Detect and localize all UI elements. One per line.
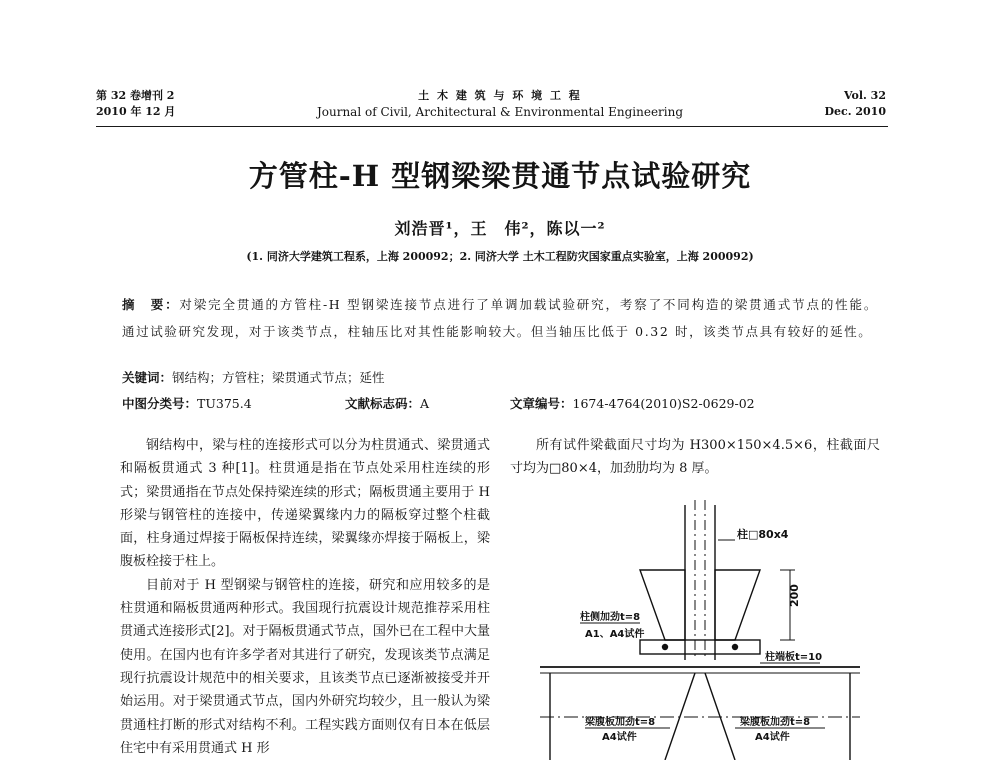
keywords bbox=[122, 368, 385, 386]
article-number bbox=[510, 394, 755, 412]
side-stiffener-left bbox=[640, 570, 685, 640]
keywords-text: 钢结构；方管柱；梁贯通式节点；延性 bbox=[172, 370, 385, 385]
article-number-value: 1674-4764(2010)S2-0629-02 bbox=[572, 396, 755, 411]
clc-number bbox=[122, 394, 252, 412]
label-web-stiffener-right: 梁腹板加劲t=8 bbox=[740, 717, 811, 728]
label-side-specimen: A1、A4试件 bbox=[585, 629, 645, 640]
label-end-plate: 柱端板t=10 bbox=[765, 652, 823, 663]
column-end-plate bbox=[640, 640, 760, 654]
body-paragraph-2: 目前对于 H 型钢梁与钢管柱的连接，研究和应用较多的是柱贯通和隔板贯通两种形式。我国现行抗震设计规范推荐采用柱贯通式连接形式[2]。对于隔板贯通式节点，国外已在工程中大量使用。在国内也有许多学者对其进行了研究，发现该类节点满足现行抗震设计规范中的相关要求，且该类节点已逐渐被接受并开始运用。对于梁贯通式节点，国内外研究均较少，且一般认为梁贯通柱打断的形式对结构不利。工程实践方面则仅有日本在低层住宅中有采用贯通式 H 形 bbox=[120, 577, 490, 756]
label-web-stiffener-left: 梁腹板加劲t=8 bbox=[585, 717, 656, 728]
bolt-left bbox=[662, 644, 668, 650]
body-paragraph-1: 钢结构中，梁与柱的连接形式可以分为柱贯通式、梁贯通式和隔板贯通式 3 种[1]。柱贯通是指在节点处采用柱连续的形式；梁贯通指在节点处保持梁连续的形式；隔板贯通主要用于 H 形梁与钢管柱的连接中，传递梁翼缘内力的隔板穿过整个柱截面，柱身通过焊接于隔板保持连续，梁翼缘亦焊接于隔板上，梁腹板栓接于柱上。 bbox=[120, 438, 490, 570]
label-web-right-specimen: A4试件 bbox=[755, 732, 790, 743]
abstract-label: 摘 要： bbox=[122, 297, 180, 312]
date-en: Dec. 2010 bbox=[824, 105, 886, 118]
joint-detail-figure bbox=[540, 495, 860, 760]
paper-authors: 刘浩晋¹，王 伟²，陈以一² bbox=[394, 219, 606, 238]
body-paragraph-right-1: 所有试件梁截面尺寸均为 H300×150×4.5×6，柱截面尺寸均为□80×4，加劲肋均为 8 厚。 bbox=[510, 438, 880, 477]
doc-code-value: A bbox=[420, 396, 430, 411]
label-dimension: 200 bbox=[788, 584, 801, 607]
side-stiffener-right bbox=[715, 570, 760, 640]
bolt-right bbox=[732, 644, 738, 650]
header-rule bbox=[96, 126, 888, 127]
doc-code-label: 文献标志码： bbox=[345, 396, 421, 411]
left-column bbox=[120, 434, 490, 760]
abstract bbox=[122, 291, 878, 345]
right-column bbox=[510, 434, 880, 481]
clc-value: TU375.4 bbox=[197, 396, 252, 411]
journal-title-cn: 土 木 建 筑 与 环 境 工 程 bbox=[418, 89, 582, 102]
issue-volume: 第 32 卷增刊 2 bbox=[96, 89, 175, 102]
author-affiliations: (1. 同济大学建筑工程系，上海 200092；2. 同济大学 土木工程防灾国家重点实验室，上海 200092) bbox=[246, 250, 754, 263]
article-number-label: 文章编号： bbox=[510, 396, 573, 411]
issue-date: 2010 年 12 月 bbox=[96, 105, 176, 118]
volume-en: Vol. 32 bbox=[843, 89, 886, 102]
clc-label: 中图分类号： bbox=[122, 396, 198, 411]
paper-title: 方管柱-H 型钢梁梁贯通节点试验研究 bbox=[248, 159, 752, 193]
document-code bbox=[345, 394, 429, 412]
keywords-label: 关键词： bbox=[122, 370, 173, 385]
label-web-left-specimen: A4试件 bbox=[602, 732, 637, 743]
label-column: 柱□80x4 bbox=[737, 528, 789, 541]
label-side-stiffener: 柱侧加劲t=8 bbox=[580, 612, 641, 623]
journal-title-en: Journal of Civil, Architectural & Environmental Engineering bbox=[316, 105, 684, 119]
abstract-text: 对梁完全贯通的方管柱-H 型钢梁连接节点进行了单调加载试验研究，考察了不同构造的梁贯通式节点的性能。通过试验研究发现，对于该类节点，柱轴压比对其性能影响较大。但当轴压比低于 0.32 时，该类节点具有较好的延性。 bbox=[122, 297, 878, 339]
